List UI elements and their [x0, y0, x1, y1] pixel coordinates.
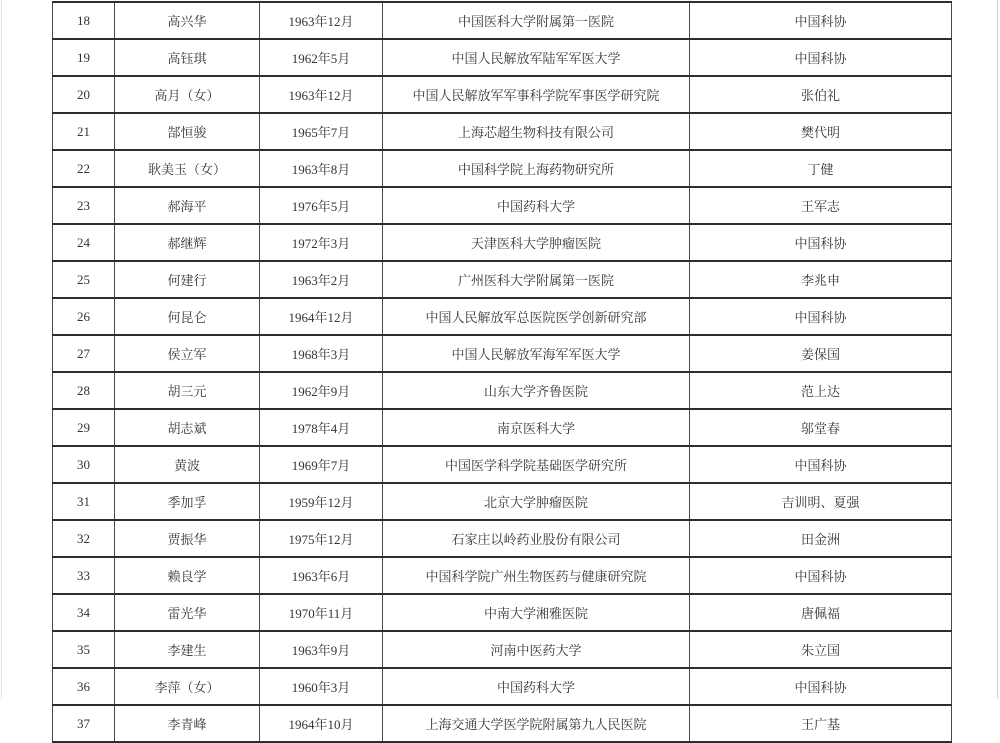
cell-birth-date: 1963年9月 — [260, 631, 383, 668]
cell-number: 30 — [53, 446, 115, 483]
cell-recommender: 中国科协 — [690, 39, 952, 76]
cell-institution: 中国人民解放军海军军医大学 — [383, 335, 690, 372]
cell-birth-date: 1960年3月 — [260, 668, 383, 705]
table-row — [53, 113, 952, 150]
cell-name: 高兴华 — [115, 2, 260, 39]
cell-birth-date: 1970年11月 — [260, 594, 383, 631]
cell-birth-date: 1964年10月 — [260, 705, 383, 742]
cell-recommender: 樊代明 — [690, 113, 952, 150]
cell-number: 27 — [53, 335, 115, 372]
cell-recommender: 邬堂春 — [690, 409, 952, 446]
table-row — [53, 520, 952, 557]
cell-birth-date: 1968年3月 — [260, 335, 383, 372]
table-row — [53, 39, 952, 76]
cell-birth-date: 1962年5月 — [260, 39, 383, 76]
cell-name: 何昆仑 — [115, 298, 260, 335]
table-row — [53, 372, 952, 409]
cell-number: 35 — [53, 631, 115, 668]
cell-recommender: 李兆申 — [690, 261, 952, 298]
cell-institution: 中国药科大学 — [383, 668, 690, 705]
cell-recommender: 张伯礼 — [690, 76, 952, 113]
cell-name: 季加孚 — [115, 483, 260, 520]
cell-institution: 山东大学齐鲁医院 — [383, 372, 690, 409]
cell-birth-date: 1964年12月 — [260, 298, 383, 335]
table-row — [53, 224, 952, 261]
cell-number: 28 — [53, 372, 115, 409]
cell-name: 李青峰 — [115, 705, 260, 742]
cell-birth-date: 1976年5月 — [260, 187, 383, 224]
cell-institution: 南京医科大学 — [383, 409, 690, 446]
table-row — [53, 187, 952, 224]
cell-number: 36 — [53, 668, 115, 705]
cell-number: 20 — [53, 76, 115, 113]
cell-recommender: 中国科协 — [690, 224, 952, 261]
cell-name: 侯立军 — [115, 335, 260, 372]
cell-institution: 河南中医药大学 — [383, 631, 690, 668]
cell-name: 高钰琪 — [115, 39, 260, 76]
cell-institution: 石家庄以岭药业股份有限公司 — [383, 520, 690, 557]
cell-institution: 中南大学湘雅医院 — [383, 594, 690, 631]
cell-recommender: 丁健 — [690, 150, 952, 187]
page-left-edge-line — [1, 0, 2, 699]
cell-name: 贾振华 — [115, 520, 260, 557]
cell-name: 胡志斌 — [115, 409, 260, 446]
cell-birth-date: 1963年6月 — [260, 557, 383, 594]
cell-institution: 天津医科大学肿瘤医院 — [383, 224, 690, 261]
cell-name: 高月（女） — [115, 76, 260, 113]
cell-number: 18 — [53, 2, 115, 39]
cell-institution: 上海交通大学医学院附属第九人民医院 — [383, 705, 690, 742]
table-row — [53, 668, 952, 705]
cell-number: 34 — [53, 594, 115, 631]
cell-institution: 中国科学院上海药物研究所 — [383, 150, 690, 187]
cell-recommender: 王军志 — [690, 187, 952, 224]
cell-name: 郜恒骏 — [115, 113, 260, 150]
cell-institution: 中国科学院广州生物医药与健康研究院 — [383, 557, 690, 594]
cell-institution: 中国医科大学附属第一医院 — [383, 2, 690, 39]
cell-name: 李建生 — [115, 631, 260, 668]
cell-number: 33 — [53, 557, 115, 594]
cell-recommender: 田金洲 — [690, 520, 952, 557]
cell-recommender: 中国科协 — [690, 2, 952, 39]
cell-birth-date: 1962年9月 — [260, 372, 383, 409]
cell-name: 雷光华 — [115, 594, 260, 631]
cell-institution: 中国人民解放军陆军军医大学 — [383, 39, 690, 76]
nominees-table — [52, 1, 952, 743]
table-row — [53, 557, 952, 594]
cell-institution: 上海芯超生物科技有限公司 — [383, 113, 690, 150]
cell-birth-date: 1963年12月 — [260, 76, 383, 113]
table-row — [53, 705, 952, 742]
cell-recommender: 中国科协 — [690, 668, 952, 705]
cell-birth-date: 1963年2月 — [260, 261, 383, 298]
cell-name: 李萍（女） — [115, 668, 260, 705]
cell-name: 郝继辉 — [115, 224, 260, 261]
cell-institution: 北京大学肿瘤医院 — [383, 483, 690, 520]
cell-institution: 中国医学科学院基础医学研究所 — [383, 446, 690, 483]
cell-number: 23 — [53, 187, 115, 224]
table-row — [53, 446, 952, 483]
cell-birth-date: 1965年7月 — [260, 113, 383, 150]
table-row — [53, 2, 952, 39]
cell-name: 黄波 — [115, 446, 260, 483]
cell-birth-date: 1969年7月 — [260, 446, 383, 483]
cell-recommender: 朱立国 — [690, 631, 952, 668]
page-right-edge-line — [997, 0, 998, 699]
cell-name: 胡三元 — [115, 372, 260, 409]
cell-number: 25 — [53, 261, 115, 298]
table-row — [53, 409, 952, 446]
cell-recommender: 范上达 — [690, 372, 952, 409]
cell-birth-date: 1972年3月 — [260, 224, 383, 261]
cell-institution: 中国人民解放军总医院医学创新研究部 — [383, 298, 690, 335]
cell-number: 26 — [53, 298, 115, 335]
cell-recommender: 中国科协 — [690, 298, 952, 335]
cell-birth-date: 1963年8月 — [260, 150, 383, 187]
cell-name: 耿美玉（女） — [115, 150, 260, 187]
cell-recommender: 姜保国 — [690, 335, 952, 372]
table-row — [53, 335, 952, 372]
cell-birth-date: 1963年12月 — [260, 2, 383, 39]
table-row — [53, 483, 952, 520]
cell-recommender: 唐佩福 — [690, 594, 952, 631]
cell-recommender: 王广基 — [690, 705, 952, 742]
cell-birth-date: 1959年12月 — [260, 483, 383, 520]
table-row — [53, 631, 952, 668]
cell-institution: 中国药科大学 — [383, 187, 690, 224]
cell-recommender: 吉训明、夏强 — [690, 483, 952, 520]
cell-name: 何建行 — [115, 261, 260, 298]
cell-number: 37 — [53, 705, 115, 742]
cell-number: 22 — [53, 150, 115, 187]
table-row — [53, 76, 952, 113]
cell-number: 32 — [53, 520, 115, 557]
cell-number: 21 — [53, 113, 115, 150]
cell-number: 29 — [53, 409, 115, 446]
cell-number: 31 — [53, 483, 115, 520]
cell-recommender: 中国科协 — [690, 446, 952, 483]
table-row — [53, 594, 952, 631]
cell-institution: 广州医科大学附属第一医院 — [383, 261, 690, 298]
cell-institution: 中国人民解放军军事科学院军事医学研究院 — [383, 76, 690, 113]
cell-birth-date: 1975年12月 — [260, 520, 383, 557]
cell-number: 24 — [53, 224, 115, 261]
cell-name: 郝海平 — [115, 187, 260, 224]
cell-recommender: 中国科协 — [690, 557, 952, 594]
cell-name: 赖良学 — [115, 557, 260, 594]
cell-birth-date: 1978年4月 — [260, 409, 383, 446]
table-row — [53, 261, 952, 298]
cell-number: 19 — [53, 39, 115, 76]
table-row — [53, 298, 952, 335]
table-row — [53, 150, 952, 187]
